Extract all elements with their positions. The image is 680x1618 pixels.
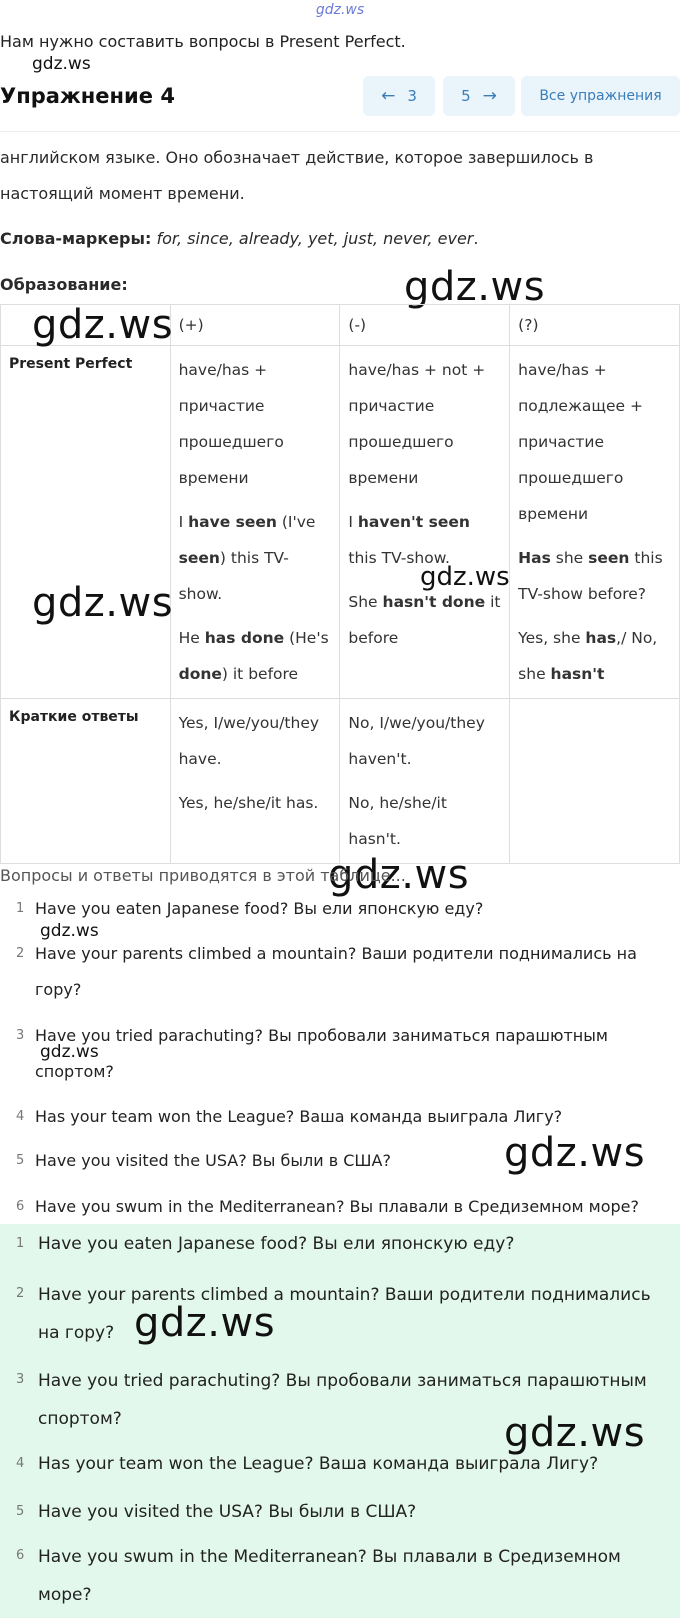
short-answer: No, he/she/it hasn't. bbox=[348, 794, 447, 848]
short-answer: Yes, I/we/you/they have. bbox=[178, 714, 320, 768]
formation-label: Образование: bbox=[0, 275, 128, 294]
item-number: 1 bbox=[16, 901, 25, 916]
watermark: gdz.ws bbox=[420, 562, 510, 592]
row-label: Present Perfect bbox=[1, 346, 171, 699]
table-row bbox=[1, 699, 680, 864]
arrow-left-icon: ← bbox=[381, 86, 396, 106]
arrow-right-icon: → bbox=[482, 86, 497, 106]
table-header-cell: (?) bbox=[510, 305, 680, 346]
exercise-header bbox=[0, 76, 680, 118]
item-text: Have you eaten Japanese food? Вы ели японскую еду? bbox=[35, 899, 484, 918]
watermark: gdz.ws bbox=[504, 1410, 646, 1456]
theory-line: английском языке. Оно обозначает действие, которое завершилось в bbox=[0, 148, 594, 167]
watermark: gdz.ws bbox=[328, 852, 470, 898]
watermark: gdz.ws bbox=[40, 1042, 99, 1062]
item-number: 3 bbox=[16, 1028, 25, 1043]
short-answer: No, I/we/you/they haven't. bbox=[348, 714, 485, 768]
watermark: gdz.ws bbox=[134, 1300, 276, 1346]
item-number: 3 bbox=[16, 1372, 25, 1387]
item-text: Have your parents climbed a mountain? Ваши родители поднимались на гору? bbox=[38, 1285, 651, 1343]
item-text: Has your team won the League? Ваша команда выиграла Лигу? bbox=[35, 1107, 563, 1126]
formula: have/has + not + причастие прошедшего времени bbox=[348, 361, 486, 487]
watermark: gdz.ws bbox=[32, 580, 174, 626]
formula: have/has + подлежащее + причастие прошедшего времени bbox=[518, 361, 643, 523]
watermark: gdz.ws bbox=[32, 54, 91, 74]
markers-end: . bbox=[473, 229, 479, 248]
item-text: Have you tried parachuting? Вы пробовали заниматься парашютным спортом? bbox=[38, 1371, 647, 1429]
table-cell bbox=[340, 346, 510, 699]
item-number: 2 bbox=[16, 1286, 25, 1301]
watermark: gdz.ws bbox=[40, 921, 99, 941]
short-answer: Yes, he/she/it has. bbox=[178, 794, 319, 812]
item-number: 4 bbox=[16, 1109, 25, 1124]
item-number: 5 bbox=[16, 1153, 25, 1168]
item-text: Have you visited the USA? Вы были в США? bbox=[35, 1151, 391, 1170]
item-text: Have your parents climbed a mountain? Ваши родители поднимались на гору? bbox=[35, 944, 637, 999]
next-exercise-label: 5 bbox=[461, 87, 471, 105]
example: He has done (He's done) it before bbox=[178, 629, 329, 683]
item-number: 6 bbox=[16, 1548, 25, 1563]
formula: have/has + причастие прошедшего времени bbox=[178, 361, 284, 487]
item-number: 6 bbox=[16, 1199, 25, 1214]
example: Yes, she has,/ No, she hasn't bbox=[518, 629, 658, 683]
cut-off-text: Вопросы и ответы приводятся в этой таблице... bbox=[0, 866, 406, 885]
watermark-top: gdz.ws bbox=[315, 2, 365, 18]
page-title: Упражнение 4 bbox=[0, 84, 175, 108]
item-text: Have you eaten Japanese food? Вы ели японскую еду? bbox=[38, 1234, 515, 1254]
table-cell bbox=[170, 699, 340, 864]
row-label: Краткие ответы bbox=[1, 699, 171, 864]
example: She hasn't done it before bbox=[348, 593, 501, 647]
item-text: Have you tried parachuting? Вы пробовали заниматься парашютным спортом? bbox=[35, 1026, 608, 1081]
item-number: 5 bbox=[16, 1504, 25, 1519]
example: I have seen (I've seen) this TV-show. bbox=[178, 513, 316, 603]
markers-values: for, since, already, yet, just, never, ever bbox=[156, 229, 474, 248]
item-number: 1 bbox=[16, 1236, 25, 1251]
item-number: 2 bbox=[16, 946, 25, 961]
table-cell bbox=[340, 699, 510, 864]
prev-exercise-label: 3 bbox=[407, 87, 417, 105]
next-exercise-button[interactable] bbox=[443, 76, 515, 116]
table-cell bbox=[510, 346, 680, 699]
item-text: Have you swum in the Mediterranean? Вы плавали в Средиземном море? bbox=[35, 1197, 639, 1216]
prev-exercise-button[interactable] bbox=[363, 76, 435, 116]
item-number: 4 bbox=[16, 1456, 25, 1471]
table-header-cell: (-) bbox=[340, 305, 510, 346]
header-divider bbox=[0, 131, 680, 132]
item-text: Have you visited the USA? Вы были в США? bbox=[38, 1502, 417, 1522]
markers-label: Слова-маркеры: bbox=[0, 229, 152, 248]
markers-line bbox=[0, 229, 478, 248]
table-cell bbox=[510, 699, 680, 864]
example: Has she seen this TV-show before? bbox=[518, 549, 663, 603]
theory-line: настоящий момент времени. bbox=[0, 184, 245, 203]
watermark: gdz.ws bbox=[404, 264, 546, 310]
watermark: gdz.ws bbox=[32, 302, 174, 348]
table-header-cell: (+) bbox=[170, 305, 340, 346]
watermark: gdz.ws bbox=[504, 1130, 646, 1176]
item-text: Has your team won the League? Ваша команда выиграла Лигу? bbox=[38, 1454, 599, 1474]
example: I haven't seen this TV-show. bbox=[348, 513, 470, 567]
intro-text: Нам нужно составить вопросы в Present Perfect. bbox=[0, 32, 406, 51]
item-text: Have you swum in the Mediterranean? Вы плавали в Средиземном море? bbox=[38, 1547, 621, 1605]
all-exercises-button[interactable]: Все упражнения bbox=[521, 76, 680, 116]
table-cell bbox=[170, 346, 340, 699]
table-row bbox=[1, 346, 680, 699]
